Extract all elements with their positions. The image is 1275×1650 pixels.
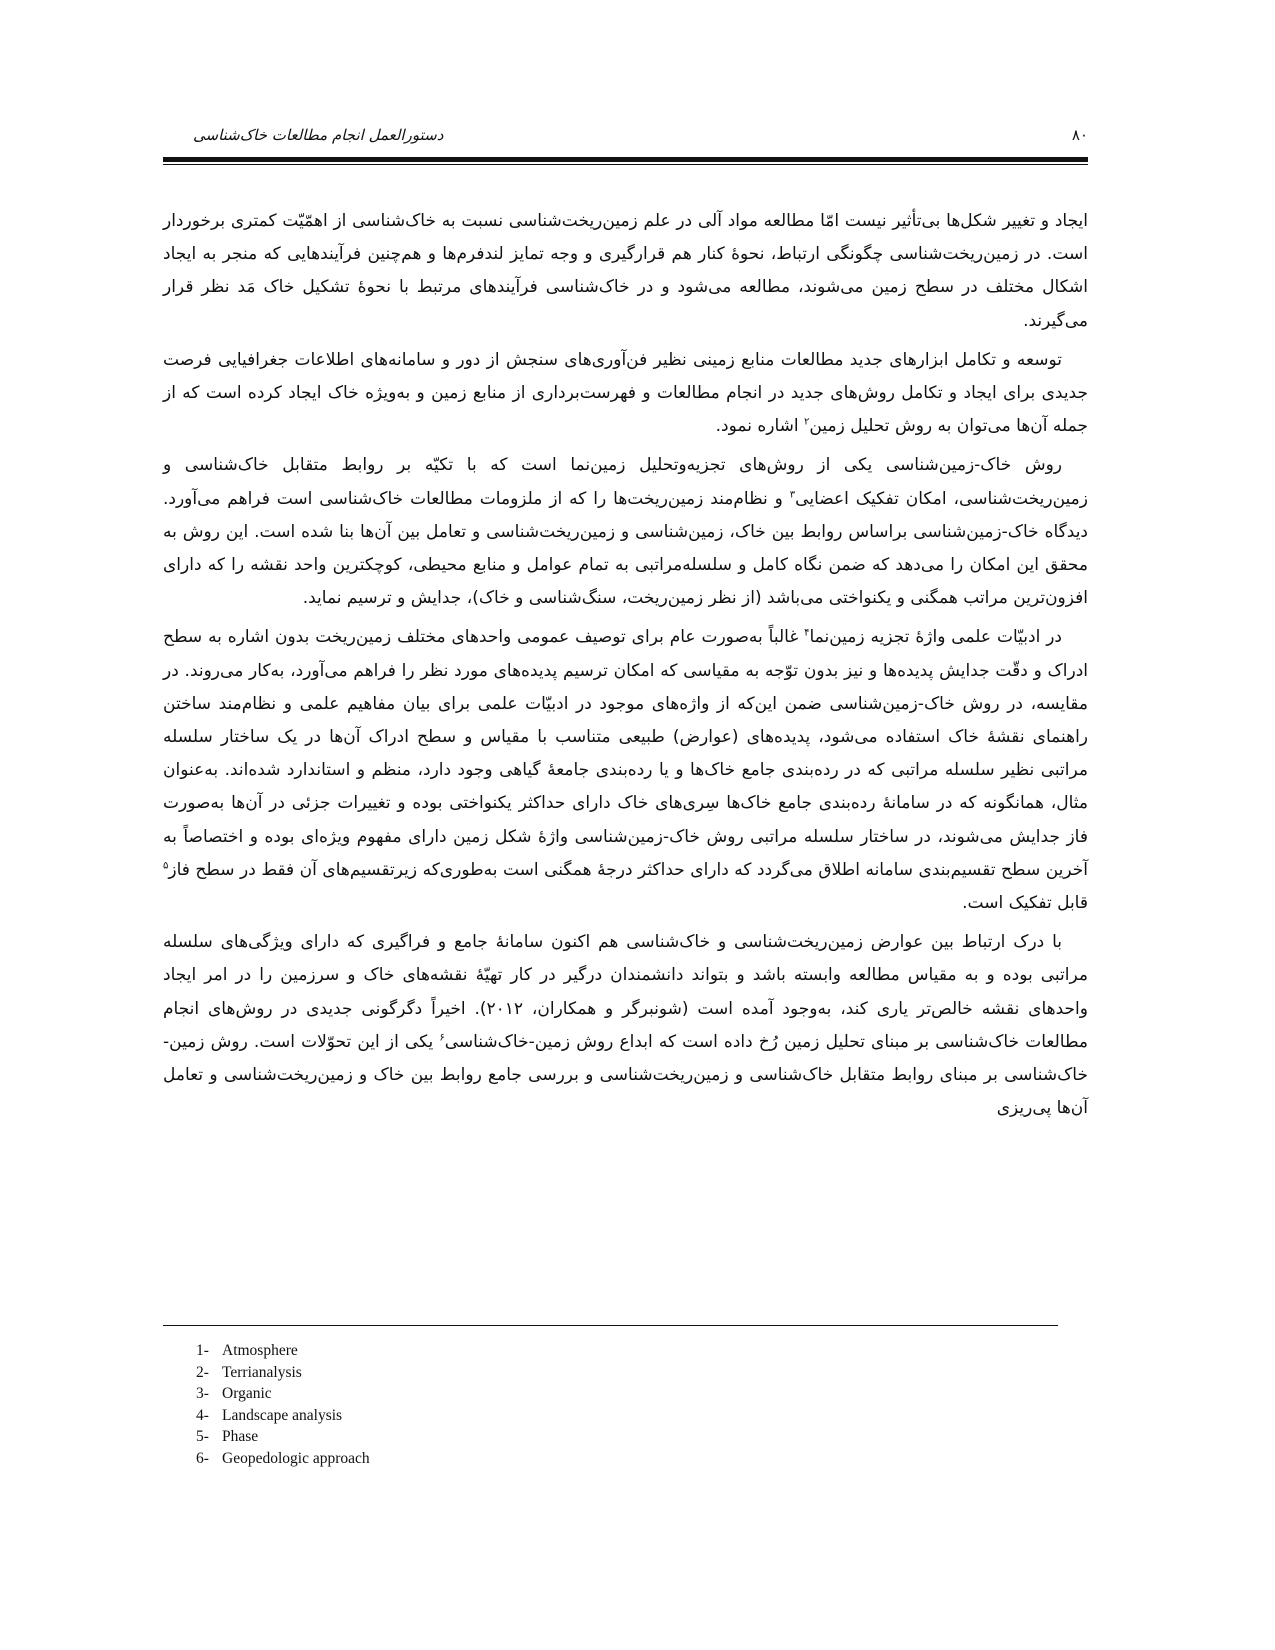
footnote-number: 3- — [196, 1385, 209, 1403]
footnote-rule — [163, 1325, 1058, 1326]
paragraph-text: ایجاد و تغییر شکل‌ها بی‌تأثیر نیست امّا مطالعه مواد آلی در علم زمین‌ریخت‌شناسی نسبت به خاک‌شناسی از اهمّیّت کمتری برخوردار است. در زمین‌ریخت‌شناسی چگونگی ارتباط، نحوهٔ کنار هم قرارگیری و وجه تمایز لندفرم‌ها و هم‌چنین فرآیندهایی که منجر به ایجاد اشکال مختلف در سطح زمین می‌شوند، مطالعه می‌شود و در خاک‌شناسی فرآیندهای مرتبط با نحوهٔ تشکیل خاک مَد نظر قرار می‌گیرند. — [163, 211, 1088, 331]
header-rule-thick — [163, 157, 1088, 162]
footnote-number: 6- — [196, 1449, 209, 1467]
footnote-number: 4- — [196, 1406, 209, 1424]
footnote-ref: ۵ — [163, 860, 169, 872]
running-header — [163, 120, 1088, 150]
footnote-text: Landscape analysis — [222, 1406, 343, 1424]
footnote-ref: ۶ — [439, 1032, 445, 1044]
body-text — [163, 205, 1088, 1131]
footnote-item — [196, 1426, 696, 1448]
footnote-number: 2- — [196, 1363, 209, 1381]
paragraph-text: با درک ارتباط بین عوارض زمین‌ریخت‌شناسی و خاک‌شناسی هم اکنون سامانهٔ جامع و فراگیری که دارای ویژگی‌های سلسله مراتبی بوده و به مقیاس مطالعه وابسته باشد و بتواند دانشمندان درگیر در کار تهیّهٔ نقشه‌های خاک و سرزمین را در امر ایجاد واحدهای نقشه خالص‌تر یاری کند، به‌وجود آمده است (شونبرگر و همکاران، ۲۰۱۲). اخیراً دگرگونی جدیدی در روش‌های انجام مطالعات خاک‌شناسی بر مبنای تحلیل زمین رُخ داده است که ابداع روش زمین-خاک‌شناسی — [163, 932, 1088, 1052]
paragraph — [163, 344, 1088, 444]
paragraph-text: غالباً به‌صورت عام برای توصیف عمومی واحدهای مختلف زمین‌ریخت بدون اشاره به سطح ادراک و دقّت جدایش پدیده‌ها و نیز بدون توّجه به مقیاسی که امکان ترسیم پدیده‌های مورد نظر را فراهم می‌آورد، به‌کار می‌روند. در مقایسه، در روش خاک-زمین‌شناسی ضمن این‌که از واژه‌های موجود در ادبیّات علمی برای بیان مفاهیم علمی و نظام‌مند ساختن راهنمای نقشهٔ خاک استفاده می‌شود، پدیده‌های (عوارض) طبیعی متناسب با مقیاس و سطح ادراک آن‌ها در یک ساختار سلسله مراتبی نظیر سلسله مراتبی که در رده‌بندی جامع خاک‌ها و یا رده‌بندی جامعهٔ گیاهی وجود دارد، منظم و استاندارد شده‌اند. به‌عنوان مثال، همانگونه که در سامانهٔ رده‌بندی جامع خاک‌ها سِری‌های خاک دارای حداکثر یکنواختی بوده و تغییرات جزئی در آن‌ها به‌صورت فاز جدایش می‌شوند، در ساختار سلسله مراتبی روش خاک-زمین‌شناسی واژهٔ شکل زمین دارای مفهوم ویژه‌ای بوده و اختصاصاً به آخرین سطح تقسیم‌بندی سامانه اطلاق می‌گردد که دارای حداکثر درجهٔ همگنی است به‌طوری‌که زیرتقسیم‌های آن فقط در سطح فاز — [163, 627, 1088, 880]
footnotes — [196, 1340, 696, 1470]
paragraph — [163, 205, 1088, 338]
footnote-text: Geopedologic approach — [222, 1449, 370, 1467]
footnote-ref: ۳ — [789, 488, 796, 500]
footnote-text: Atmosphere — [222, 1342, 298, 1359]
paragraph-text: و نظام‌مند زمین‌ریخت‌ها را که از ملزومات مطالعات خاک‌شناسی است فراهم می‌آورد. دیدگاه خاک-زمین‌شناسی براساس روابط بین خاک، زمین‌شناسی و زمین‌ریخت‌شناسی و تعامل بین آن‌ها بنا شده است. این روش به محقق این امکان را می‌دهد که ضمن نگاه کامل و سلسله‌مراتبی به تمام عوامل و منابع محیطی، کوچکترین واحد نقشه را که دارای افزون‌ترین مراتب همگنی و یکنواختی می‌باشد (از نظر زمین‌ریخت، سنگ‌شناسی و خاک)، جدایش و ترسیم نماید. — [163, 488, 1088, 609]
footnote-item — [196, 1362, 696, 1384]
paragraph-text: در ادبیّات علمی واژهٔ تجزیه زمین‌نما — [809, 627, 1062, 648]
footnote-number: 5- — [196, 1428, 209, 1446]
paragraph-text: یکی از این تحوّلات است. روش زمین-خاک‌شناسی بر مبنای روابط متقابل خاک‌شناسی و زمین‌ریخت‌شناسی و بررسی جامع روابط بین خاک و زمین‌ریخت‌شناسی و تعامل آن‌ها پی‌ریزی — [163, 1031, 1088, 1119]
footnote-text: Phase — [222, 1428, 259, 1446]
footnote-text: Organic — [222, 1385, 272, 1403]
paragraph-text: روش خاک-زمین‌شناسی یکی از روش‌های تجزیه‌وتحلیل زمین‌نما است که با تکیّه بر روابط متقابل خاک‌شناسی و زمین‌ریخت‌شناسی، امکان تفکیک اعضایی — [163, 455, 1089, 509]
paragraph-text: توسعه و تکامل ابزارهای جدید مطالعات منابع زمینی نظیر فن‌آوری‌های سنجش از دور و سامانه‌های اطلاعات جغرافیایی فرصت جدیدی برای ایجاد و تکامل روش‌های جدید در انجام مطالعات و فهرست‌برداری از منابع زمین و به‌ویژه خاک ایجاد کرده است که از جمله آن‌ها می‌توان به روش تحلیل زمین — [163, 349, 1088, 437]
footnote-number: 1- — [196, 1342, 209, 1359]
header-rule-thin — [163, 164, 1088, 165]
paragraph — [163, 926, 1088, 1125]
footnote-text: Terrianalysis — [222, 1363, 302, 1381]
footnote-item — [196, 1448, 696, 1470]
footnote-item — [196, 1405, 696, 1427]
paragraph-text: اشاره نمود. — [715, 416, 805, 437]
footnote-ref: ۴ — [804, 627, 810, 639]
paragraph — [163, 449, 1088, 615]
paragraph-text: قابل تفکیک است. — [962, 893, 1088, 914]
footnote-item — [196, 1340, 696, 1362]
footnote-item — [196, 1383, 696, 1405]
footnote-ref: ۲ — [804, 416, 810, 428]
header-title: دستورالعمل انجام مطالعات خاک‌شناسی — [193, 126, 444, 144]
page-number: ۸۰ — [1071, 126, 1088, 144]
paragraph — [163, 621, 1088, 920]
